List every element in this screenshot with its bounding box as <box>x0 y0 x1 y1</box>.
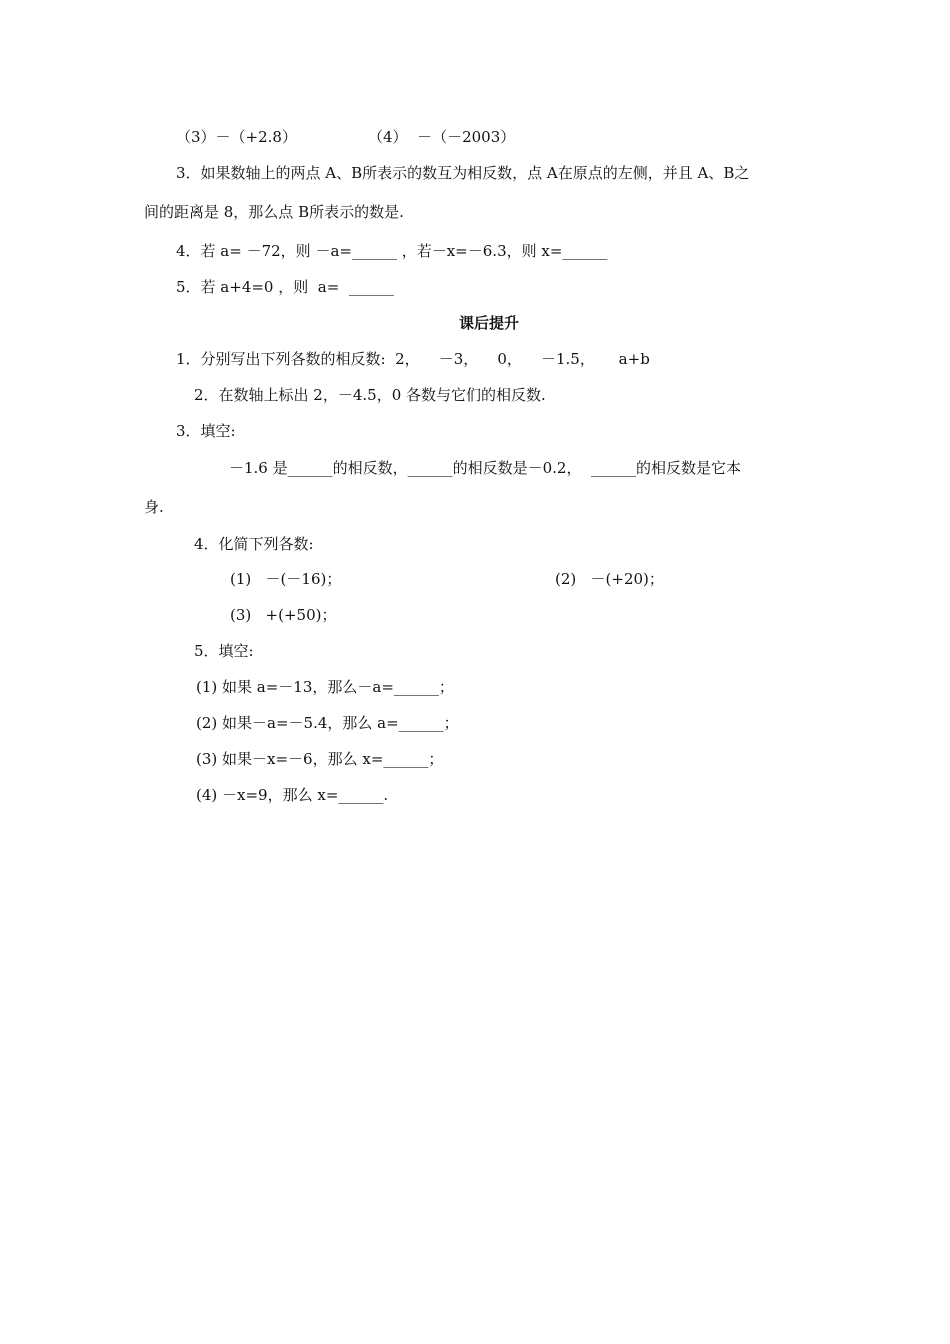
prev-item-4: （4） －（－2003） <box>368 128 516 146</box>
question-3-line-2: 间的距离是 8，那么点 B所表示的数是. <box>144 203 404 221</box>
extension-question-4-item-1: (1) －(－16)； <box>230 570 342 588</box>
question-5: 5．若 a+4=0 ，则 a= ______ <box>176 278 394 296</box>
extension-question-4-item-3: (3) +(+50)； <box>230 606 337 624</box>
extension-question-5-item-3: (3) 如果－x=－6，那么 x=______； <box>196 750 444 768</box>
extension-question-2: 2．在数轴上标出 2，－4.5，0 各数与它们的相反数. <box>194 386 546 404</box>
extension-question-5-item-4: (4) －x=9，那么 x=______. <box>196 786 389 804</box>
question-4: 4．若 a= －72，则 －a=______ ，若－x=－6.3，则 x=______ <box>176 242 608 260</box>
question-3-line-1: 3．如果数轴上的两点 A、B所表示的数互为相反数，点 A在原点的左侧，并且 A、B之 <box>176 164 750 182</box>
extension-question-5-item-1: (1) 如果 a=－13，那么－a=______； <box>196 678 454 696</box>
extension-question-5-label: 5．填空: <box>194 642 254 660</box>
prev-item-3: （3）－（+2.8） <box>176 128 297 146</box>
extension-question-1: 1．分别写出下列各数的相反数: 2， －3， 0， －1.5， a+b <box>176 350 650 368</box>
extension-question-3-line-1: －1.6 是______的相反数，______的相反数是－0.2， ______的相反数是它本 <box>229 459 742 477</box>
section-heading: 课后提升 <box>459 314 520 332</box>
extension-question-4-label: 4．化简下列各数: <box>194 535 314 553</box>
extension-question-5-item-2: (2) 如果－a=－5.4，那么 a=______； <box>196 714 459 732</box>
extension-question-3-line-2: 身. <box>144 498 164 516</box>
extension-question-4-item-2: (2) －(+20)； <box>555 570 664 588</box>
extension-question-3-label: 3．填空: <box>176 422 236 440</box>
